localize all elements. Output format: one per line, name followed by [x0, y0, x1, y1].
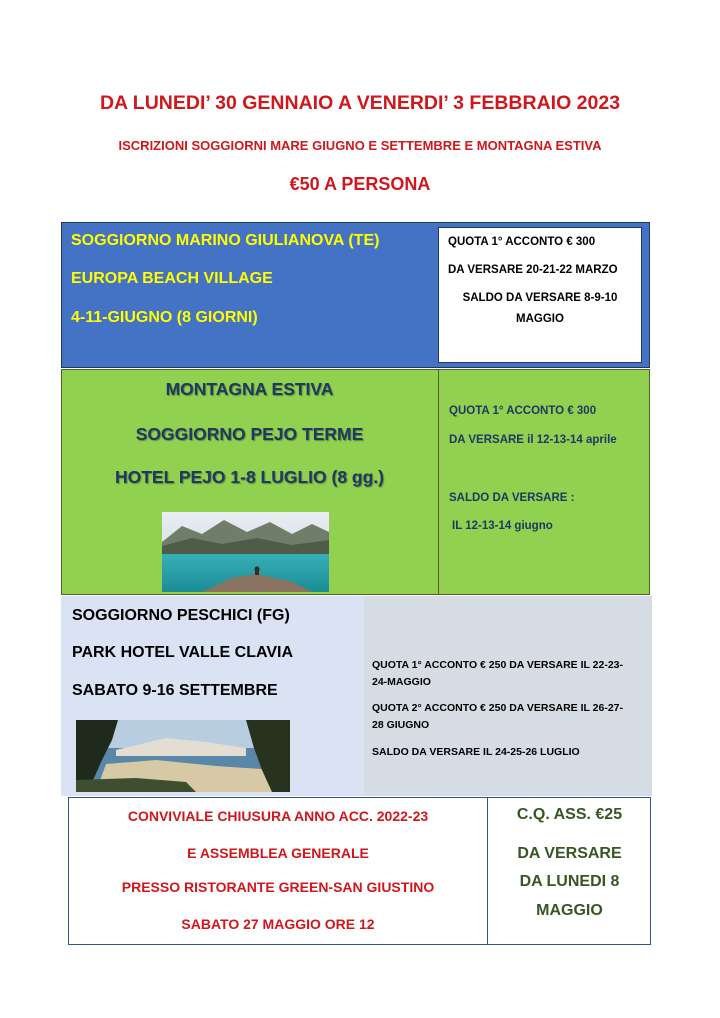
- giulianova-acconto: QUOTA 1° ACCONTO € 300: [448, 236, 596, 248]
- conviviale-versare-3: MAGGIO: [536, 902, 603, 919]
- peschici-acconto-1-line2: 24-MAGGIO: [372, 676, 431, 688]
- giulianova-saldo: SALDO DA VERSARE 8-9-10: [462, 292, 618, 304]
- peschici-saldo: SALDO DA VERSARE IL 24-25-26 LUGLIO: [372, 746, 580, 758]
- coastal-town-photo: [76, 720, 290, 792]
- giulianova-title: SOGGIORNO MARINO GIULIANOVA (TE): [71, 232, 380, 249]
- pejo-saldo-label: SALDO DA VERSARE :: [449, 492, 575, 504]
- pejo-saldo-date: IL 12-13-14 giugno: [452, 520, 553, 532]
- peschici-payment-panel: [364, 596, 652, 796]
- conviviale-title: CONVIVIALE CHIUSURA ANNO ACC. 2022-23: [127, 808, 429, 824]
- peschici-acconto-2-line1: QUOTA 2° ACCONTO € 250 DA VERSARE IL 26-27-: [372, 702, 624, 714]
- peschici-dates: SABATO 9-16 SETTEMBRE: [72, 682, 278, 699]
- page-title: DA LUNEDI’ 30 GENNAIO A VENERDI’ 3 FEBBRAIO 2023: [99, 92, 621, 114]
- peschici-acconto-2-line2: 28 GIUGNO: [372, 719, 430, 731]
- pejo-title: SOGGIORNO PEJO TERME: [135, 424, 364, 444]
- conviviale-versare-1: DA VERSARE: [517, 845, 622, 862]
- peschici-acconto-1: [372, 657, 648, 691]
- conviviale-quota: C.Q. ASS. €25: [516, 806, 623, 823]
- conviviale-assembly: E ASSEMBLEA GENERALE: [187, 845, 369, 861]
- pejo-acconto: QUOTA 1° ACCONTO € 300: [449, 405, 597, 417]
- price-per-person: €50 A PERSONA: [289, 174, 431, 194]
- mountain-lake-photo: [162, 512, 329, 592]
- pejo-hotel-dates: HOTEL PEJO 1-8 LUGLIO (8 gg.): [114, 467, 384, 487]
- pejo-category: MONTAGNA ESTIVA: [165, 379, 334, 399]
- peschici-acconto-1-line1: QUOTA 1° ACCONTO € 250 DA VERSARE IL 22-23-: [372, 659, 624, 671]
- giulianova-venue: EUROPA BEACH VILLAGE: [71, 270, 273, 287]
- peschici-acconto-2: [372, 700, 648, 734]
- conviviale-date: SABATO 27 MAGGIO ORE 12: [181, 916, 375, 932]
- pejo-versare: DA VERSARE il 12-13-14 aprile: [449, 434, 617, 446]
- peschici-title: SOGGIORNO PESCHICI (FG): [72, 607, 290, 624]
- conviviale-versare-2: DA LUNEDI 8: [519, 873, 620, 890]
- giulianova-versare: DA VERSARE 20-21-22 MARZO: [448, 264, 618, 276]
- pejo-divider: [438, 369, 439, 595]
- conviviale-venue: PRESSO RISTORANTE GREEN-SAN GIUSTINO: [121, 879, 435, 895]
- page-subtitle: ISCRIZIONI SOGGIORNI MARE GIUGNO E SETTEMBRE E MONTAGNA ESTIVA: [118, 138, 602, 153]
- giulianova-saldo-month: MAGGIO: [516, 313, 564, 325]
- peschici-hotel: PARK HOTEL VALLE CLAVIA: [72, 644, 294, 661]
- giulianova-dates: 4-11-GIUGNO (8 GIORNI): [71, 309, 258, 326]
